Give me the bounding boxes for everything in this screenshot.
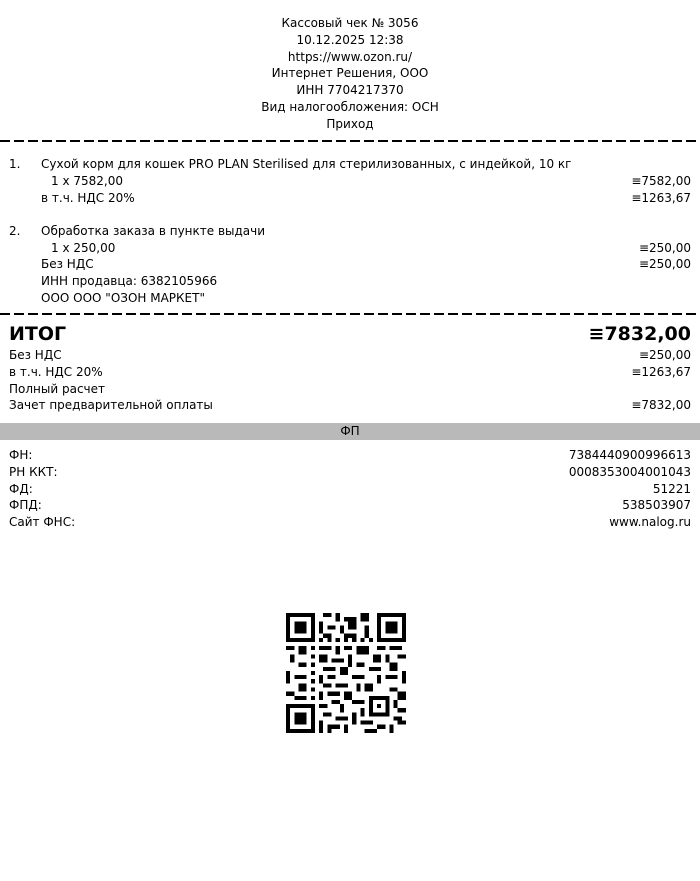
fiscal-row-fpd <box>0 497 700 514</box>
fiscal-row-fn <box>0 447 700 464</box>
receipt-title: Кассовый чек № 3056 <box>281 16 419 30</box>
vat-row <box>0 364 700 381</box>
fiscal-label: ФН: <box>9 448 33 462</box>
receipt-datetime: 10.12.2025 12:38 <box>296 32 404 47</box>
total-row <box>0 322 700 346</box>
tax-system: Вид налогообложения: ОСН <box>261 99 439 114</box>
fiscal-label: ФД: <box>9 482 33 496</box>
seller-inn: ИНН 7704217370 <box>296 83 404 98</box>
fp-section-header: ФП <box>0 423 700 440</box>
seller-url: https://www.ozon.ru/ <box>287 49 413 64</box>
prepayment-row <box>0 397 700 414</box>
fiscal-row-fns-site <box>0 514 700 531</box>
item-vat-amount: ≡250,00 <box>638 257 691 271</box>
item-vat-amount: ≡1263,67 <box>631 191 691 205</box>
payment-type-row <box>0 381 700 398</box>
no-vat-amount: ≡250,00 <box>638 348 691 362</box>
item-seller-inn: ИНН продавца: 6382105966 <box>41 274 218 288</box>
fiscal-value: 51221 <box>652 482 691 496</box>
operation-type: Приход <box>326 116 374 131</box>
separator-totals <box>0 313 700 315</box>
vat-amount: ≡1263,67 <box>631 365 691 379</box>
item-2-name-row <box>0 223 700 240</box>
receipt-header <box>0 15 700 133</box>
item-seller-name: ООО ООО "ОЗОН МАРКЕТ" <box>41 291 205 305</box>
fiscal-value: www.nalog.ru <box>609 515 691 529</box>
item-2-qty-row <box>0 240 700 257</box>
fiscal-value: 7384440900996613 <box>568 448 691 462</box>
fiscal-label: Сайт ФНС: <box>9 515 76 529</box>
fiscal-label: РН ККТ: <box>9 465 58 479</box>
prepayment-label: Зачет предварительной оплаты <box>9 398 213 412</box>
fiscal-value: 0008353004001043 <box>568 465 691 479</box>
no-vat-label: Без НДС <box>9 348 62 362</box>
item-qty-price: 1 х 7582,00 <box>51 174 123 188</box>
seller-company: Интернет Решения, ООО <box>271 66 429 81</box>
item-total: ≡250,00 <box>638 241 691 255</box>
fiscal-row-fd <box>0 481 700 498</box>
item-total: ≡7582,00 <box>631 174 691 188</box>
item-vat-label: Без НДС <box>41 257 94 271</box>
item-1-name-row <box>0 156 700 173</box>
no-vat-row <box>0 347 700 364</box>
item-2-seller-name-row <box>0 290 700 307</box>
fiscal-label: ФПД: <box>9 498 42 512</box>
vat-label: в т.ч. НДС 20% <box>9 365 103 379</box>
fiscal-row-rn-kkt <box>0 464 700 481</box>
item-number: 2. <box>9 224 21 238</box>
item-2-vat-row <box>0 256 700 273</box>
item-number: 1. <box>9 157 21 171</box>
item-name: Сухой корм для кошек PRO PLAN Sterilised для стерилизованных, с индейкой, 10 кг <box>41 157 572 171</box>
item-1-qty-row <box>0 173 700 190</box>
item-qty-price: 1 х 250,00 <box>51 241 116 255</box>
fiscal-value: 538503907 <box>622 498 691 512</box>
payment-type: Полный расчет <box>9 382 105 396</box>
item-name: Обработка заказа в пункте выдачи <box>41 224 266 238</box>
total-label: ИТОГ <box>9 323 67 345</box>
item-2-seller-inn-row <box>0 273 700 290</box>
item-vat-label: в т.ч. НДС 20% <box>41 191 135 205</box>
total-amount: ≡7832,00 <box>588 323 691 345</box>
prepayment-amount: ≡7832,00 <box>631 398 691 412</box>
qr-code-image <box>286 613 406 733</box>
separator-top <box>0 140 700 142</box>
item-1-vat-row <box>0 190 700 207</box>
